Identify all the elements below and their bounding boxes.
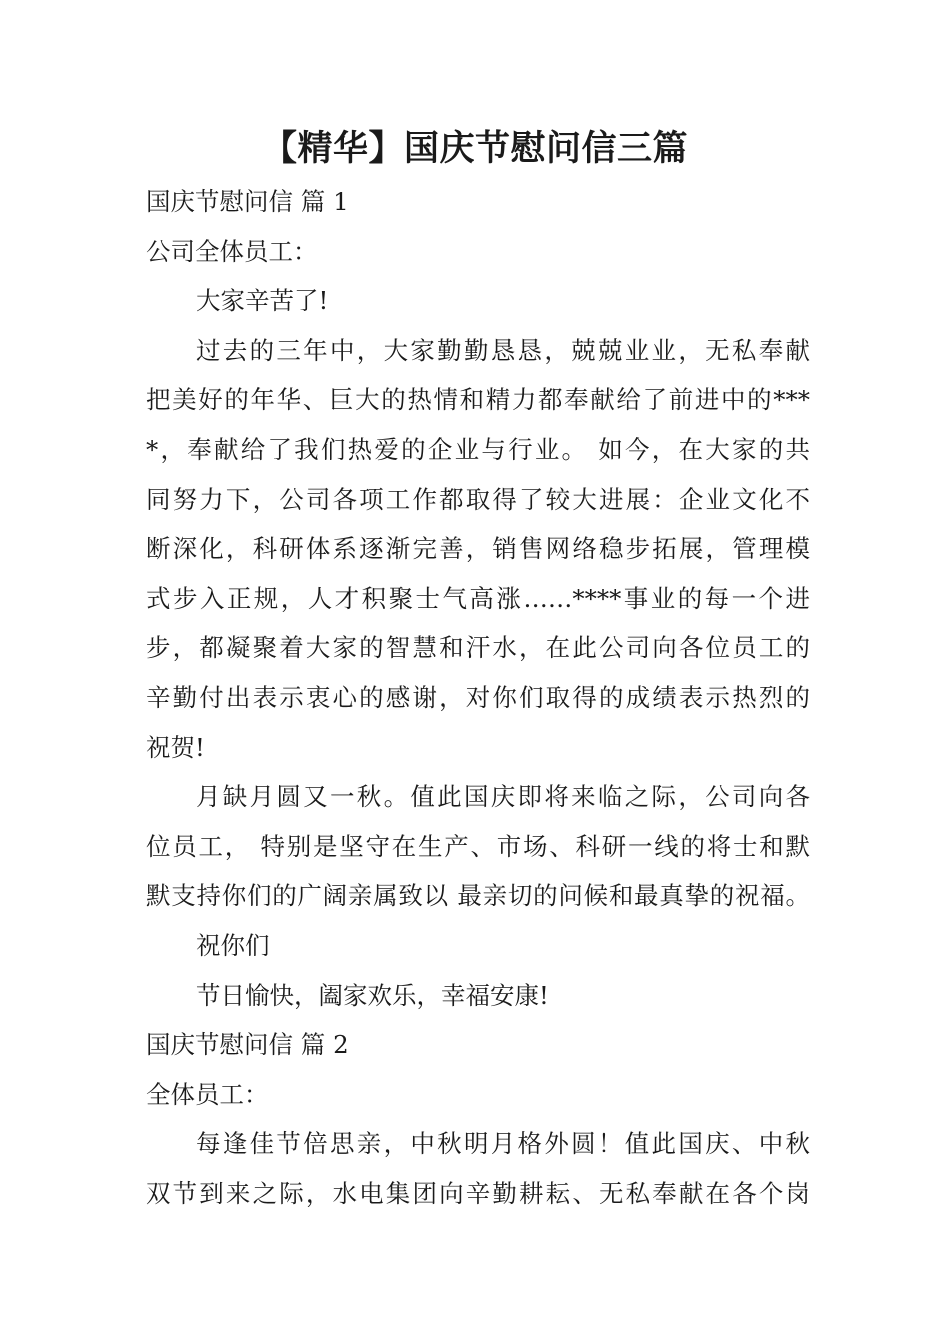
text-line: 月缺月圆又一秋。值此国庆即将来临之际，公司向各 [196, 782, 810, 812]
text-line: 公司全体员工： [146, 236, 318, 266]
text-line: 祝贺! [146, 732, 205, 762]
document-body [146, 177, 810, 1218]
document-title: 【精华】国庆节慰问信三篇 [261, 129, 688, 169]
text-line: 全体员工： [146, 1079, 269, 1109]
text-line: 大家辛苦了! [196, 286, 329, 316]
text-line: 位员工， 特别是坚守在生产、市场、科研一线的将士和默 [146, 831, 810, 861]
text-line: 国庆节慰问信 篇 2 [146, 1030, 349, 1060]
text-line: 辛勤付出表示衷心的感谢，对你们取得的成绩表示热烈的 [146, 682, 810, 712]
text-line: 国庆节慰问信 篇 1 [146, 187, 349, 216]
text-line: 把美好的年华、巨大的热情和精力都奉献给了前进中的*** [146, 385, 810, 415]
text-line: *，奉献给了我们热爱的企业与行业。 如今，在大家的共 [146, 434, 810, 464]
text-line: 默支持你们的广阔亲属致以 最亲切的问候和最真挚的祝福。 [146, 881, 810, 911]
text-line: 步，都凝聚着大家的智慧和汗水，在此公司向各位员工的 [146, 633, 810, 663]
text-line: 双节到来之际，水电集团向辛勤耕耘、无私奉献在各个岗 [146, 1178, 810, 1208]
text-line: 每逢佳节倍思亲，中秋明月格外圆！值此国庆、中秋 [196, 1129, 810, 1159]
text-line: 祝你们 [196, 930, 270, 960]
text-line: 节日愉快，阖家欢乐，幸福安康! [196, 980, 549, 1010]
text-line: 式步入正规，人才积聚士气高涨……****事业的每一个进 [146, 583, 810, 613]
text-line: 同努力下，公司各项工作都取得了较大进展：企业文化不 [146, 484, 810, 514]
text-line: 断深化，科研体系逐渐完善，销售网络稳步拓展，管理模 [146, 534, 810, 564]
text-line: 过去的三年中，大家勤勤恳恳，兢兢业业，无私奉献 [196, 335, 810, 365]
